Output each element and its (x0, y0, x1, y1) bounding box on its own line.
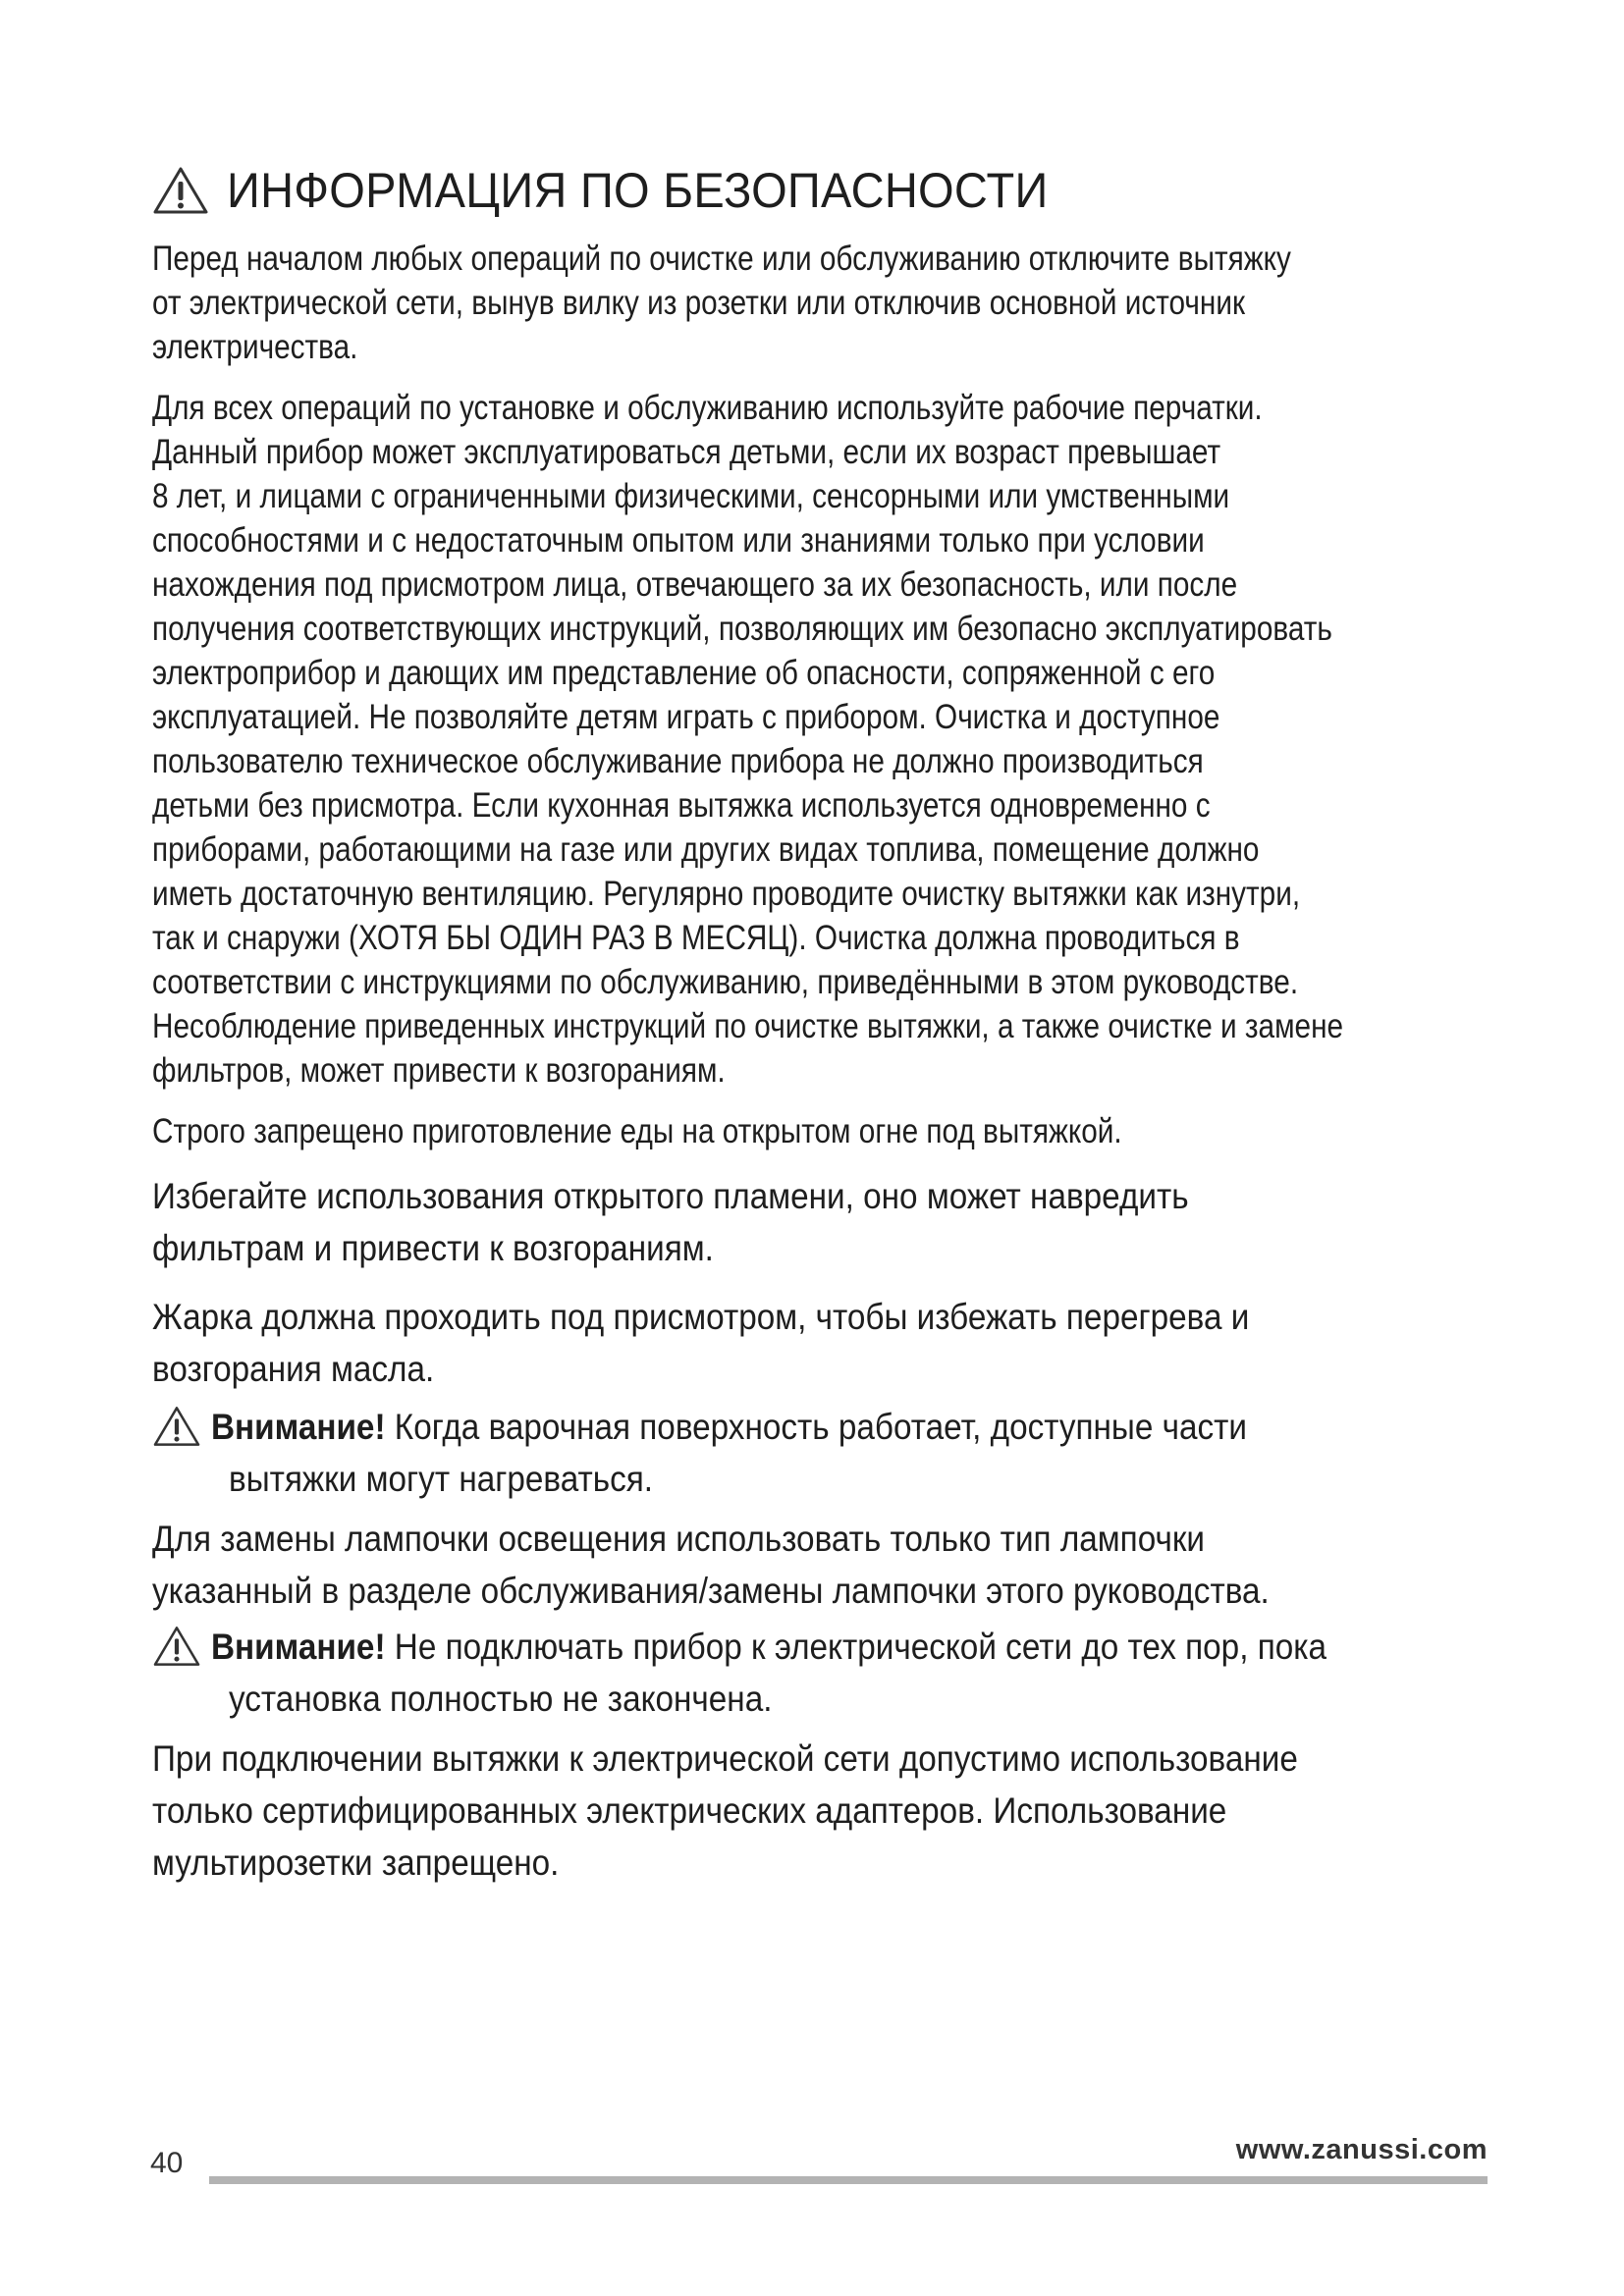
text-line: иметь достаточную вентиляцию. Регулярно проводите очистку вытяжки как изнутри, (152, 875, 1301, 913)
warning-message: Не подключать прибор к электрической сети до тех пор, пока (385, 1627, 1327, 1667)
warning-text (211, 1401, 1362, 1505)
text-line: вытяжки могут нагреваться. (229, 1459, 654, 1499)
text-line: Перед началом любых операций по очистке или обслуживанию отключите вытяжку (152, 240, 1291, 278)
text-line: возгорания масла. (152, 1349, 435, 1389)
text-line: детьми без присмотра. Если кухонная вытяжка используется одновременно с (152, 786, 1211, 825)
text-line: способностями и с недостаточным опытом или знаниями только при условии (152, 521, 1205, 560)
text-line: соответствии с инструкциями по обслуживанию, приведёнными в этом руководстве. (152, 963, 1299, 1001)
text-line: Избегайте использования открытого пламени, оно может навредить (152, 1176, 1189, 1216)
text-line: пользователю техническое обслуживание прибора не должно производиться (152, 742, 1204, 780)
text-line: мультирозетки запрещено. (152, 1842, 560, 1883)
warning-first-line (211, 1621, 1326, 1673)
text-line: Жарка должна проходить под присмотром, чтобы избежать перегрева и (152, 1297, 1250, 1337)
paragraph-adapters (152, 1733, 1488, 1889)
text-line: от электрической сети, вынув вилку из розетки или отключив основной источник (152, 284, 1246, 322)
paragraph-lamp-replacement (152, 1513, 1488, 1617)
warning-hot-parts (152, 1401, 1488, 1505)
text-line: Строго запрещено приготовление еды на открытом огне под вытяжкой. (152, 1112, 1122, 1150)
warning-triangle-icon (152, 165, 209, 216)
text-line: эксплуатацией. Не позволяйте детям играть с прибором. Очистка и доступное (152, 698, 1220, 736)
warning-connection (152, 1621, 1488, 1725)
warning-message: Когда варочная поверхность работает, доступные части (385, 1407, 1248, 1447)
paragraph-disconnect-power (152, 237, 1488, 369)
text-line: электроприбор и дающих им представление об опасности, сопряженной с его (152, 654, 1216, 692)
page-footer (150, 2134, 1488, 2189)
page-number: 40 (150, 2147, 184, 2179)
paragraph-avoid-flames (152, 1170, 1488, 1274)
website-link[interactable]: www.zanussi.com (1235, 2134, 1488, 2165)
warning-text (211, 1621, 1450, 1725)
text-line: так и снаружи (ХОТЯ БЫ ОДИН РАЗ В МЕСЯЦ). Очистка должна проводиться в (152, 919, 1240, 957)
section-header (152, 162, 1488, 219)
warning-triangle-icon (152, 1625, 201, 1668)
text-line: электричества. (152, 328, 358, 366)
text-line: фильтров, может привести к возгораниям. (152, 1051, 726, 1090)
text-line: установка полностью не закончена. (229, 1679, 773, 1719)
warning-label: Внимание! (211, 1407, 386, 1447)
text-line: нахождения под присмотром лица, отвечающего за их безопасность, или после (152, 565, 1238, 604)
text-line: Для всех операций по установке и обслуживанию используйте рабочие перчатки. (152, 389, 1263, 427)
warning-first-line (211, 1401, 1247, 1453)
warning-triangle-icon (152, 1405, 201, 1448)
page-content (152, 162, 1488, 1905)
text-line: 8 лет, и лицами с ограниченными физическими, сенсорными или умственными (152, 477, 1230, 515)
text-line: Данный прибор может эксплуатироваться детьми, если их возраст превышает (152, 433, 1221, 471)
paragraph-no-open-fire-cooking (152, 1109, 1488, 1153)
paragraph-frying-supervision (152, 1291, 1488, 1395)
text-line: При подключении вытяжки к электрической сети допустимо использование (152, 1738, 1298, 1779)
page-title: ИНФОРМАЦИЯ ПО БЕЗОПАСНОСТИ (227, 163, 1049, 218)
text-line: Несоблюдение приведенных инструкций по очистке вытяжки, а также очистке и замене (152, 1007, 1344, 1045)
warning-label: Внимание! (211, 1627, 386, 1667)
text-line: указанный в разделе обслуживания/замены лампочки этого руководства. (152, 1571, 1270, 1611)
text-line: только сертифицированных электрических адаптеров. Использование (152, 1790, 1227, 1831)
footer-divider (209, 2176, 1488, 2184)
text-line: Для замены лампочки освещения использовать только тип лампочки (152, 1519, 1206, 1559)
paragraph-usage-safety (152, 386, 1488, 1093)
text-line: приборами, работающими на газе или других видах топлива, помещение должно (152, 830, 1260, 869)
text-line: фильтрам и привести к возгораниям. (152, 1228, 714, 1268)
text-line: получения соответствующих инструкций, позволяющих им безопасно эксплуатировать (152, 610, 1332, 648)
